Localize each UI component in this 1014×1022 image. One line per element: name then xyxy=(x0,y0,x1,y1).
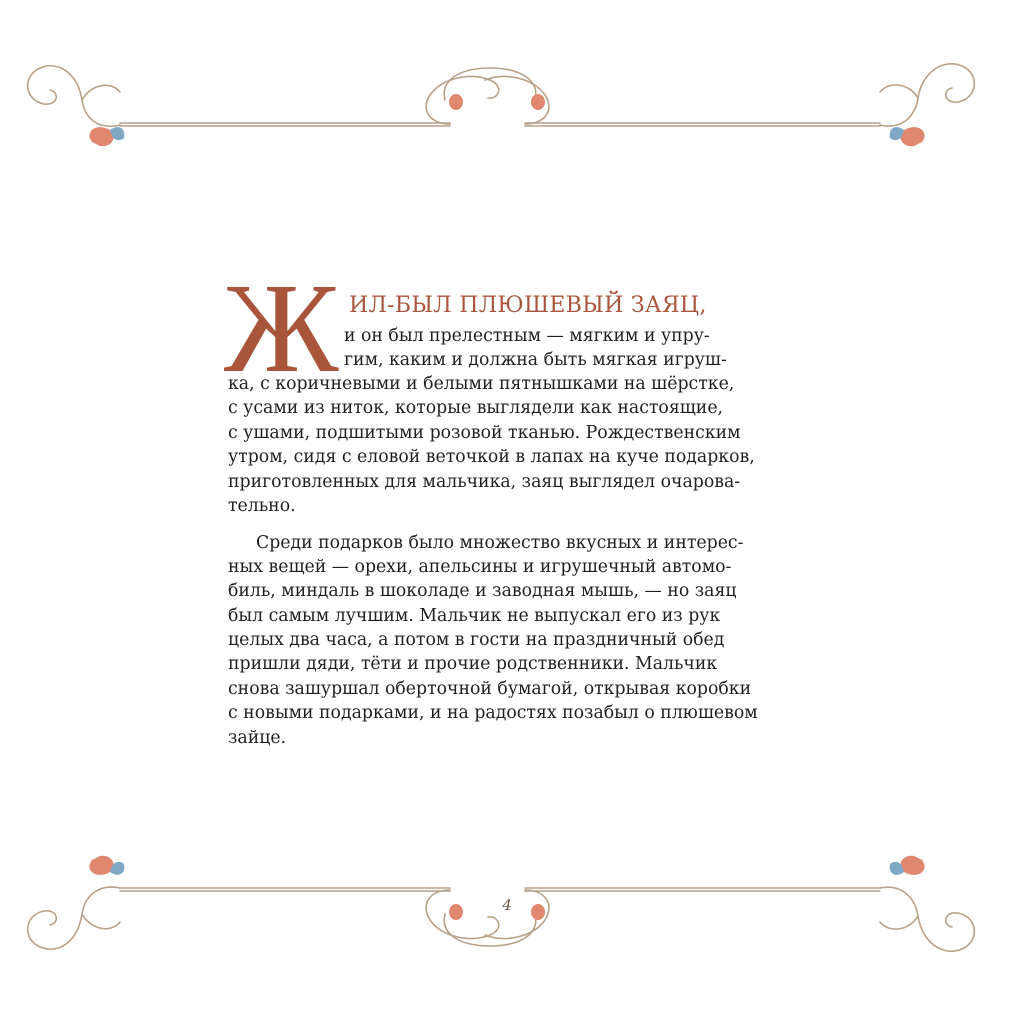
story-line: с ушами, подшитыми розовой тканью. Рождественским xyxy=(228,423,741,443)
story-line: и он был прелестным — мягким и упру- xyxy=(344,326,710,346)
ornament-leaf-left xyxy=(89,856,124,875)
story-line: с усами из ниток, которые выглядели как настоящие, xyxy=(228,398,724,418)
story-line: биль, миндаль в шоколаде и заводная мышь, — но заяц xyxy=(228,581,737,601)
story-line: ных вещей — орехи, апельсины и игрушечный автомо- xyxy=(228,557,732,577)
page-number: 4 xyxy=(502,896,512,914)
top-ornament-border xyxy=(0,40,1014,200)
story-line: Среди подарков было множество вкусных и интерес- xyxy=(256,533,744,553)
story-line: был самым лучшим. Мальчик не выпускал его из рук xyxy=(228,606,721,626)
story-line: зайце. xyxy=(228,728,287,748)
story-line: пришли дяди, тёти и прочие родственники. Мальчик xyxy=(228,654,718,674)
ornament-leaf-right xyxy=(890,856,925,875)
story-line: тельно. xyxy=(228,496,296,516)
story-line: с новыми подарками, и на радостях позабыл о плюшевом xyxy=(228,703,758,723)
ornament-leaf-right xyxy=(890,127,925,146)
story-line: приготовленных для мальчика, заяц выглядел очарова- xyxy=(228,472,741,492)
ornament-center-buds xyxy=(449,94,545,110)
story-heading: ИЛ-БЫЛ ПЛЮШЕВЫЙ ЗАЯЦ, xyxy=(349,293,707,318)
story-line: ка, с коричневыми и белыми пятнышками на шёрстке, xyxy=(228,374,735,394)
story-line: снова зашуршал оберточной бумагой, открывая коробки xyxy=(228,679,752,699)
story-line: целых два часа, а потом в гости на праздничный обед xyxy=(228,630,725,650)
story-line: утром, сидя с еловой веточкой в лапах на куче подарков, xyxy=(228,447,755,467)
ornament-leaf-left xyxy=(89,127,124,146)
drop-cap-letter: Ж xyxy=(224,257,339,399)
story-line: гим, каким и должна быть мягкая игруш- xyxy=(344,350,727,370)
